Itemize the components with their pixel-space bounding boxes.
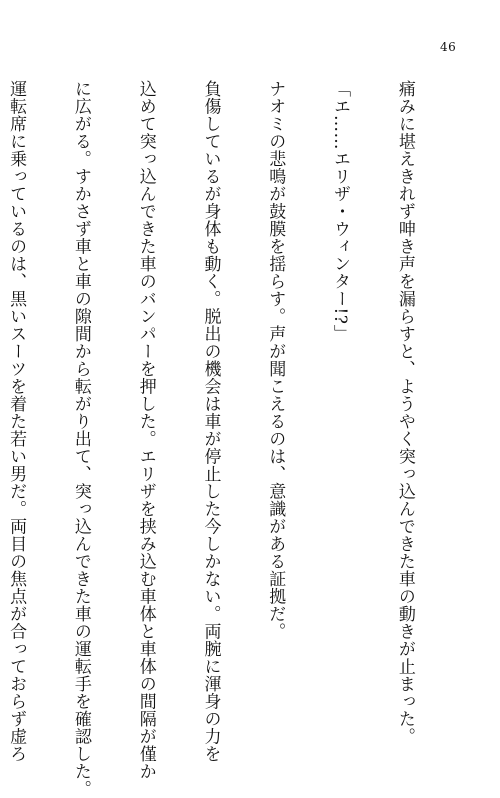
text-line: 運転席に乗っているのは、黒いスーツを着た若い男だ。両目の焦点が合っておらず虚ろ <box>6 80 27 763</box>
text-line: 負傷しているが身体も動く。脱出の機会は車が停止した今しかない。両腕に渾身の力を <box>200 80 221 763</box>
page-number: 46 <box>440 40 457 54</box>
text-line: 痛みに堪えきれず呻き声を漏らすと、ようやく突っ込んできた車の動きが止まった。 <box>394 80 415 745</box>
text-line: ナオミの悲鳴が鼓膜を揺らす。声が聞こえるのは、意識がある証拠だ。 <box>265 80 286 640</box>
text-line: 「エ……エリザ・ウィンター!?」 <box>330 80 351 342</box>
body-text <box>6 80 458 798</box>
text-line: に広がる。すかさず車と車の隙間から転がり出て、突っ込んできた車の運転手を確認した。 <box>70 80 91 798</box>
text-line: 込めて突っ込んできた車のバンパーを押した。エリザを挟み込む車体と車体の間隔が僅か <box>135 80 156 780</box>
